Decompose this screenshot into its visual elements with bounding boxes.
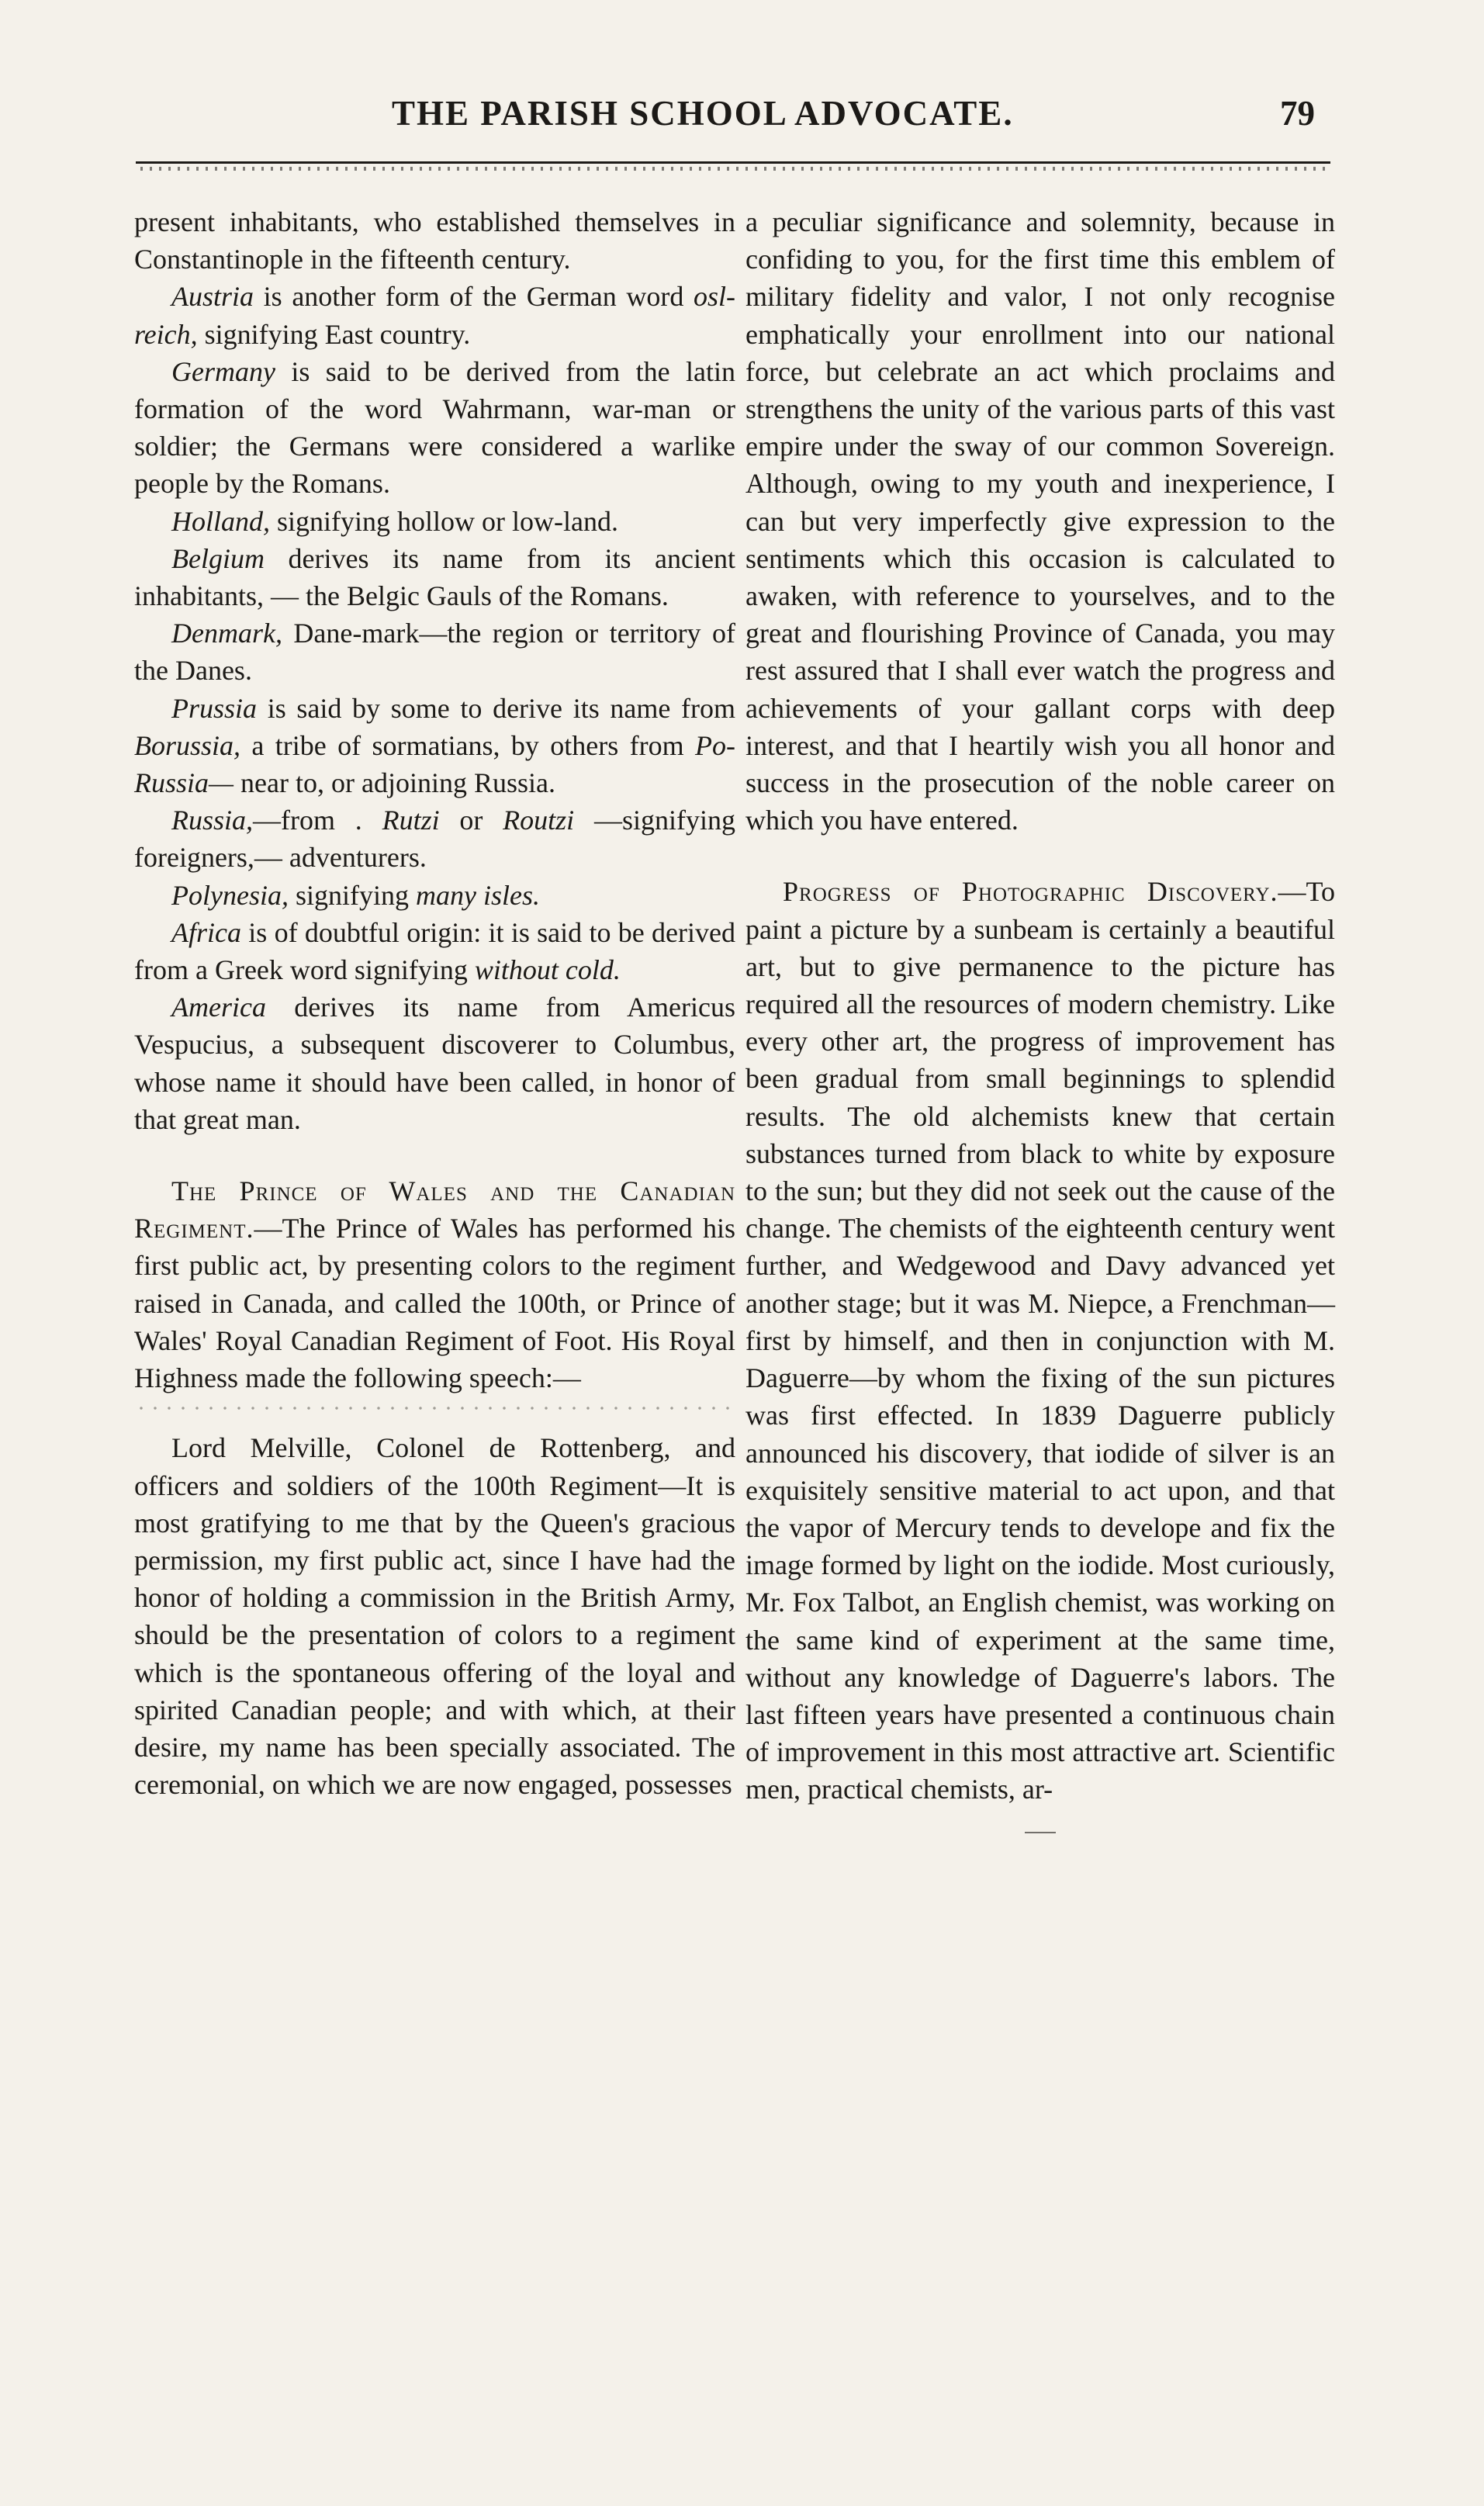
entry-polynesia-text: signifying [288, 879, 416, 911]
term-holland: Holland, [171, 505, 271, 537]
word-many-isles: many isles. [415, 879, 540, 911]
entry-africa [134, 914, 735, 988]
term-belgium: Belgium [171, 542, 265, 574]
term-germany: Germany [171, 355, 275, 387]
entry-russia-text-a: —from . [253, 805, 382, 836]
term-austria: Austria [171, 281, 254, 313]
term-prussia: Prussia [171, 692, 258, 724]
section-separator [134, 1404, 735, 1412]
entry-belgium-text: derives its name from its ancient inhabitants, — the Belgic Gauls of the Romans. [134, 542, 735, 612]
entry-prussia [134, 690, 735, 802]
term-polynesia: Polynesia, [171, 879, 289, 911]
speech-paragraph: Lord Melville, Colonel de Rottenberg, and officers and soldiers of the 100th Regiment—It is most gratifying to me that by the Queen's gracious permission, my first public act, since I have had the honor of holding a commission in the British Army, should be the presentation of colors to a regiment which is the spontaneous offering of the loyal and spirited Canadian people; and with which, at their desire, my name has been specially associated. The ceremonial, on which we are now engaged, possesses [134, 1432, 735, 1801]
word-po-russia: Po-Russia— [134, 729, 735, 799]
word-without-cold: without cold. [474, 954, 621, 986]
term-america: America [171, 992, 266, 1023]
entry-holland-text: signifying hollow or low-land. [270, 505, 618, 537]
entry-america-text: derives its name from Americus Vespucius, a subsequent discoverer to Columbus, whose name it should have been called, in honor of that great man. [134, 992, 735, 1135]
term-africa: Africa [171, 916, 241, 948]
entry-russia [134, 801, 735, 876]
entry-denmark-text: Dane-mark—the region or territory of the Danes. [134, 618, 735, 687]
entry-prussia-text-b: a tribe of sormatians, by others from [240, 729, 696, 761]
article-photography [745, 873, 1335, 1808]
page-number: 79 [1280, 94, 1315, 133]
running-title: THE PARISH SCHOOL ADVOCATE. [392, 94, 1014, 133]
entry-austria [134, 278, 735, 352]
entry-polynesia [134, 877, 735, 914]
term-russia: Russia, [171, 805, 254, 836]
page-header [136, 93, 1330, 147]
article-text-prince: —The Prince of Wales has performed his first public act, by presenting colors to the regiment raised in Canada, and called the 100th, or Prince of Wales' Royal Canadian Regiment of Foot. His Royal Highness made the following speech:— [134, 1213, 735, 1394]
word-borussia: Borussia, [134, 729, 241, 761]
column-end-mark [1025, 1832, 1056, 1833]
left-column [134, 203, 735, 1803]
paragraph-constantinople: present inhabitants, who established themselves in Constantinople in the fifteenth century. [134, 206, 735, 275]
entry-russia-text-c: —signifying foreigners,— adventurers. [134, 805, 735, 874]
entry-austria-text-a: is another form of the German word [254, 281, 694, 313]
entry-russia-text-b: or [439, 805, 503, 836]
header-rule [136, 161, 1330, 173]
word-rutzi: Rutzi [382, 805, 440, 836]
article-text-photography: —To paint a picture by a sunbeam is certainly a beautiful art, but to give permanence to the picture has required all the resources of modern chemistry. Like every other art, the progress of improvement has been gradual from small beginnings to splendid results. The old alchemists knew that certain substances turned from black to white by exposure to the sun; but they did not seek out the cause of the change. The chemists of the eighteenth century went further, and Wedgewood and Davy advanced yet another stage; but it was M. Niepce, a Frenchman—first by himself, and then in conjunction with M. Daguerre—by whom the fixing of the sun pictures was first effected. In 1839 Daguerre publicly announced his discovery, that iodide of silver is an exquisitely sensitive material to act upon, and that the vapor of Mercury tends to develope and fix the image formed by light on the iodide. Most curiously, Mr. Fox Talbot, an English chemist, was working on the same kind of experiment at the same time, without any knowledge of Daguerre's labors. The last fifteen years have presented a continuous chain of improvement in this most attractive art. Scientific men, practical chemists, ar- [745, 876, 1335, 1805]
word-osl-reich: osl-reich, [134, 281, 735, 350]
entry-denmark [134, 614, 735, 689]
entry-america [134, 988, 735, 1138]
article-prince-of-wales [134, 1172, 735, 1397]
entry-germany [134, 353, 735, 503]
term-denmark: Denmark, [171, 618, 282, 649]
entry-prussia-text-a: is said by some to derive its name from [257, 692, 735, 724]
article-heading-prince: The Prince of Wales and the Canadian Regiment. [134, 1175, 735, 1244]
entry-belgium [134, 540, 735, 614]
entry-prussia-text-c: near to, or adjoining Russia. [233, 767, 555, 799]
right-column [745, 203, 1335, 1833]
entry-holland [134, 503, 735, 540]
article-heading-photography: Progress of Photographic Discovery. [783, 876, 1278, 908]
speech-continuation: a peculiar significance and solemnity, because in confiding to you, for the first time this emblem of military fidelity and valor, I not only recognise emphatically your enrollment into our national force, but celebrate an act which proclaims and strengthens the unity of the various parts of this vast empire under the sway of our common Sovereign. Although, owing to my youth and inexperience, I can but very imperfectly give expression to the sentiments which this occasion is calculated to awaken, with reference to yourselves, and to the great and flourishing Province of Canada, you may rest assured that I shall ever watch the progress and achievements of your gallant corps with deep interest, and that I heartily wish you all honor and success in the prosecution of the noble career on which you have entered. [745, 206, 1335, 836]
entry-africa-text: is of doubtful origin: it is said to be derived from a Greek word signifying [134, 916, 735, 986]
entry-austria-text-b: signifying East country. [197, 318, 471, 350]
entry-germany-text: is said to be derived from the latin formation of the word Wahrmann, war-man or soldier; the Germans were considered a warlike people by the Romans. [134, 355, 735, 500]
word-routzi: Routzi [503, 805, 575, 836]
